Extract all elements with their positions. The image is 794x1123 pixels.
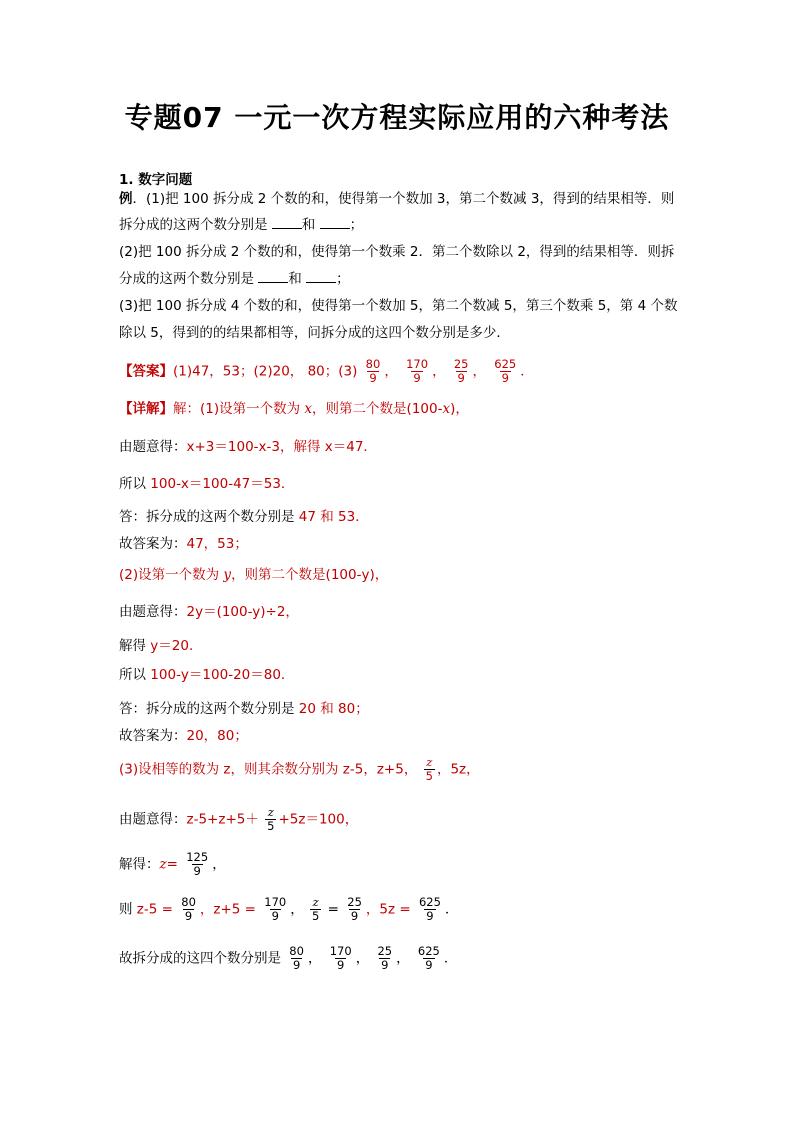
fraction: $\frac{170}{9}$ bbox=[329, 944, 352, 972]
detail-line-16: 故拆分成的这四个数分别是 $\frac{80}{9}$ ， $\frac{170}{9}$ ， $\frac{25}{9}$ ， $\frac{625}{9}$ ． bbox=[119, 944, 458, 972]
problem-line-5: (3)把 100 拆分成 4 个数的和，使得第一个数加 5，第二个数减 5，第三个数乘 5，第 4 个数 bbox=[119, 298, 678, 314]
answer-label: 【答案】 bbox=[119, 363, 173, 380]
detail-line-13: 由题意得：z-5+z+5＋ $\frac{z}{5}$ +5z＝100， bbox=[119, 805, 359, 833]
fraction: $\frac{170}{9}$ bbox=[264, 895, 287, 923]
detail-line-6: (2)设第一个数为 y，则第二个数是(100-y)， bbox=[119, 567, 389, 583]
detail-line-11: 故答案为：20，80； bbox=[119, 728, 248, 744]
fraction: $\frac{80}{9}$ bbox=[181, 895, 196, 923]
fraction: $\frac{25}{9}$ bbox=[377, 944, 393, 972]
answer-blank bbox=[272, 216, 302, 229]
fraction: $\frac{z}{5}$ bbox=[425, 755, 433, 783]
fraction: $\frac{z}{5}$ bbox=[312, 895, 320, 923]
fraction: $\frac{25}{9}$ bbox=[453, 357, 469, 385]
fraction: $\frac{625}{9}$ bbox=[417, 944, 440, 972]
fraction: $\frac{80}{9}$ bbox=[365, 357, 381, 385]
detail-line-14: 解得：z= $\frac{125}{9}$ ， bbox=[119, 850, 226, 878]
detail-line-5: 故答案为：47，53； bbox=[119, 536, 248, 552]
section-heading: 1. 数字问题 bbox=[119, 172, 193, 188]
fraction: $\frac{625}{9}$ bbox=[418, 895, 441, 923]
fraction: $\frac{z}{5}$ bbox=[267, 805, 275, 833]
detail-line-4: 答：拆分成的这两个数分别是 47 和 53． bbox=[119, 509, 369, 525]
problem-text: 和 bbox=[288, 271, 307, 287]
answer-blank bbox=[320, 216, 350, 229]
fraction: $\frac{125}{9}$ bbox=[186, 850, 209, 878]
detail-line-2: 由题意得：x+3＝100-x-3，解得 x＝47． bbox=[119, 439, 377, 455]
fraction: $\frac{625}{9}$ bbox=[494, 357, 517, 385]
answer-line: 【答案】(1)47，53；(2)20， 80；(3) $\frac{80}{9}$ ， $\frac{170}{9}$ ， $\frac{25}{9}$ ， $\frac{625}{9}$ ． bbox=[119, 357, 534, 385]
problem-line-2 bbox=[119, 216, 363, 234]
problem-text: ； bbox=[336, 271, 350, 287]
answer-text: (1)47，53；(2)20， 80；(3) bbox=[173, 363, 358, 380]
detail-line-15: 则 z-5 = $\frac{80}{9}$ ，z+5 = $\frac{170}{9}$ ， $\frac{z}{5}$ = $\frac{25}{9}$ ，5z = $\frac{625}{9}$ ． bbox=[119, 895, 459, 923]
problem-text: 和 bbox=[301, 217, 320, 233]
problem-text: 拆分成的这两个数分别是 bbox=[119, 217, 272, 233]
detail-line-3: 所以 100-x＝100-47＝53． bbox=[119, 476, 295, 492]
detail-line-1: 【详解】解：(1)设第一个数为 x，则第二个数是(100-x)， bbox=[119, 401, 469, 417]
answer-blank bbox=[306, 270, 336, 283]
problem-text: 分成的这两个数分别是 bbox=[119, 271, 259, 287]
detail-line-9: 所以 100-y＝100-20＝80． bbox=[119, 667, 295, 683]
problem-text: ．(1)把 100 拆分成 2 个数的和，使得第一个数加 3，第二个数减 3，得到的结果相等．则 bbox=[132, 191, 675, 207]
problem-text: ； bbox=[349, 217, 364, 233]
example-label: 例 bbox=[119, 191, 133, 207]
answer-blank bbox=[258, 270, 288, 283]
detail-line-12: (3)设相等的数为 z，则其余数分别为 z-5，z+5， $\frac{z}{5}$ ，5z， bbox=[119, 755, 480, 783]
problem-line-6: 除以 5，得到的的结果都相等，问拆分成的这四个数分别是多少． bbox=[119, 325, 510, 341]
problem-line-4 bbox=[119, 270, 350, 288]
detail-line-7: 由题意得：2y＝(100-y)÷2， bbox=[119, 604, 299, 620]
problem-line-1 bbox=[119, 190, 674, 208]
fraction: $\frac{25}{9}$ bbox=[347, 895, 362, 923]
detail-line-10: 答：拆分成的这两个数分别是 20 和 80； bbox=[119, 701, 369, 717]
detail-label: 【详解】 bbox=[119, 401, 173, 417]
fraction: $\frac{80}{9}$ bbox=[289, 944, 304, 972]
problem-line-3: (2)把 100 拆分成 2 个数的和，使得第一个数乘 2．第二个数除以 2，得到的结果相等．则拆 bbox=[119, 244, 675, 260]
fraction: $\frac{170}{9}$ bbox=[406, 357, 429, 385]
detail-line-8: 解得 y＝20． bbox=[119, 638, 203, 654]
page-title: 专题07 一元一次方程实际应用的六种考法 bbox=[124, 101, 670, 134]
